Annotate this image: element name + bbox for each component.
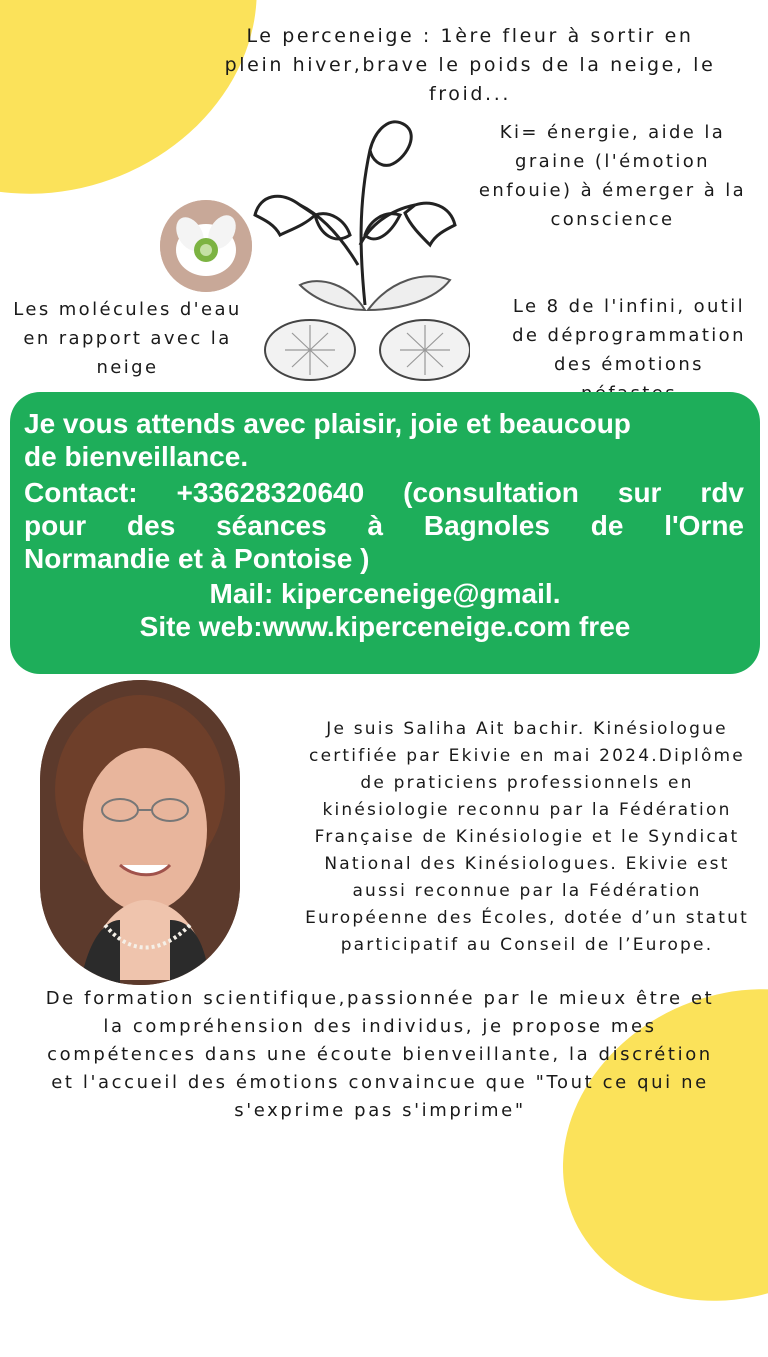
snowdrop-photo xyxy=(160,200,252,292)
practitioner-bio: Je suis Saliha Ait bachir. Kinésiologue certifiée par Ekivie en mai 2024.Diplôme de praticiens professionnels en kinésiologie reconnu par la Fédération Française de Kinésiologie et le Syndicat National des Kinésiologues. Ekivie est aussi reconnue par la Fédération Européenne des Écoles, dotée d’un statut participatif au Conseil de l’Europe. xyxy=(305,719,749,955)
infinity-eight-caption: Le 8 de l'infini, outil de déprogrammation des émotions xyxy=(512,296,746,375)
contact-phone-line: Contact: +33628320640 (consultation sur rdv xyxy=(24,477,744,508)
contact-panel xyxy=(10,392,760,674)
welcome-line-2: de bienveillance. xyxy=(24,441,249,472)
water-molecules-caption: Les molécules d'eau en rapport avec la neige xyxy=(13,299,242,378)
snowdrop-caption: Le perceneige : 1ère fleur à sortir en plein hiver,brave le poids de la neige, le froid... xyxy=(224,25,716,105)
contact-website[interactable]: Site web:www.kiperceneige.com free xyxy=(139,611,631,642)
philosophy-statement: De formation scientifique,passionnée par le mieux être et la compréhension des individus, je propose mes compétences dans une écoute bienveillante, la discrétion et l'accueil des émotions convaincue que "Tout ce qui ne s'exprime pas s'imprime" xyxy=(45,988,715,1121)
contact-email[interactable]: Mail: kiperceneige@gmail. xyxy=(209,578,561,609)
welcome-line-1: Je vous attends avec plaisir, joie et beaucoup xyxy=(24,408,631,439)
contact-location-line-2: Normandie et à Pontoise ) xyxy=(24,543,370,574)
practitioner-portrait xyxy=(40,680,240,985)
contact-location-line: pour des séances à Bagnoles de l'Orne xyxy=(24,510,744,541)
snowdrop-illustration xyxy=(240,95,470,395)
ki-energy-caption: Ki= énergie, aide la graine (l'émotion enfouie) à émerger à la conscience xyxy=(478,122,747,230)
